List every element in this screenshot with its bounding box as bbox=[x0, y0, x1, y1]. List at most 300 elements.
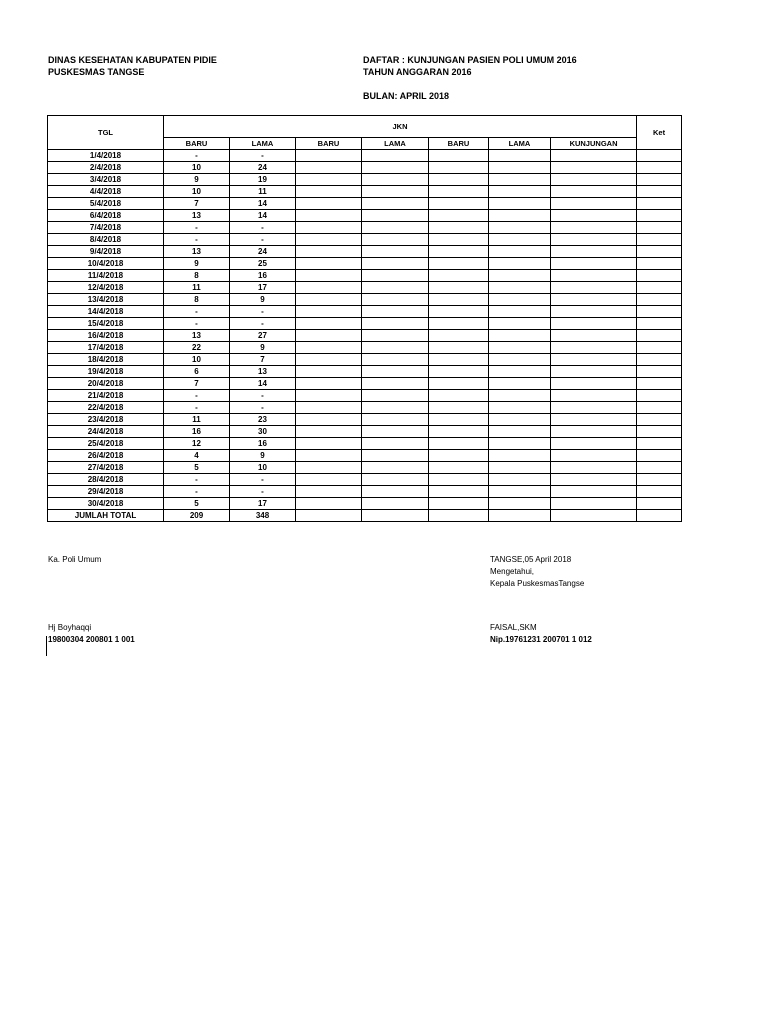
empty-cell bbox=[296, 294, 362, 306]
jkn-lama-cell: 24 bbox=[230, 162, 296, 174]
tgl-cell: 16/4/2018 bbox=[48, 330, 164, 342]
empty-cell bbox=[429, 174, 489, 186]
jkn-baru-cell: 7 bbox=[164, 198, 230, 210]
org-unit: PUSKESMAS TANGSE bbox=[48, 67, 145, 77]
empty-cell bbox=[296, 390, 362, 402]
empty-cell bbox=[362, 258, 429, 270]
ket-cell bbox=[637, 330, 682, 342]
empty-cell bbox=[296, 378, 362, 390]
table-row bbox=[48, 318, 682, 330]
ket-cell bbox=[637, 174, 682, 186]
empty-cell bbox=[362, 198, 429, 210]
tgl-cell: 19/4/2018 bbox=[48, 366, 164, 378]
tgl-cell: 17/4/2018 bbox=[48, 342, 164, 354]
empty-cell bbox=[429, 354, 489, 366]
empty-cell bbox=[489, 150, 551, 162]
empty-cell bbox=[489, 234, 551, 246]
empty-cell bbox=[296, 258, 362, 270]
ket-cell bbox=[637, 210, 682, 222]
empty-cell bbox=[489, 330, 551, 342]
subheader-kunjungan: KUNJUNGAN bbox=[551, 137, 637, 149]
empty-cell bbox=[429, 402, 489, 414]
ket-cell bbox=[637, 426, 682, 438]
empty-cell bbox=[296, 318, 362, 330]
header-jkn: JKN bbox=[164, 116, 637, 138]
empty-cell bbox=[551, 366, 637, 378]
empty-cell bbox=[551, 474, 637, 486]
empty-cell bbox=[362, 390, 429, 402]
jkn-lama-cell: 17 bbox=[230, 282, 296, 294]
empty-cell bbox=[551, 150, 637, 162]
jkn-lama-cell: - bbox=[230, 150, 296, 162]
visit-table bbox=[47, 115, 682, 522]
ket-cell bbox=[637, 450, 682, 462]
empty-cell bbox=[551, 354, 637, 366]
table-row bbox=[48, 270, 682, 282]
table-row bbox=[48, 198, 682, 210]
tgl-cell: 29/4/2018 bbox=[48, 486, 164, 498]
empty-cell bbox=[362, 318, 429, 330]
table-row bbox=[48, 414, 682, 426]
jkn-baru-cell: - bbox=[164, 234, 230, 246]
empty-cell bbox=[489, 402, 551, 414]
empty-cell bbox=[429, 342, 489, 354]
jkn-baru-cell: - bbox=[164, 390, 230, 402]
table-row bbox=[48, 294, 682, 306]
tgl-cell: 1/4/2018 bbox=[48, 150, 164, 162]
empty-cell bbox=[296, 414, 362, 426]
table-row bbox=[48, 234, 682, 246]
jkn-lama-cell: 14 bbox=[230, 210, 296, 222]
ket-cell bbox=[637, 510, 682, 522]
total-lama: 348 bbox=[230, 510, 296, 522]
empty-cell bbox=[551, 174, 637, 186]
jkn-baru-cell: 10 bbox=[164, 354, 230, 366]
jkn-baru-cell: 10 bbox=[164, 162, 230, 174]
empty-cell bbox=[489, 186, 551, 198]
jkn-lama-cell: 30 bbox=[230, 426, 296, 438]
empty-cell bbox=[362, 186, 429, 198]
empty-cell bbox=[429, 378, 489, 390]
ket-cell bbox=[637, 354, 682, 366]
empty-cell bbox=[296, 174, 362, 186]
empty-cell bbox=[296, 354, 362, 366]
table-row bbox=[48, 306, 682, 318]
empty-cell bbox=[551, 462, 637, 474]
table-row bbox=[48, 498, 682, 510]
jkn-baru-cell: 13 bbox=[164, 210, 230, 222]
tgl-cell: 22/4/2018 bbox=[48, 402, 164, 414]
empty-cell bbox=[296, 426, 362, 438]
jkn-baru-cell: 5 bbox=[164, 498, 230, 510]
tgl-cell: 11/4/2018 bbox=[48, 270, 164, 282]
tgl-cell: 15/4/2018 bbox=[48, 318, 164, 330]
table-row bbox=[48, 378, 682, 390]
empty-cell bbox=[429, 414, 489, 426]
empty-cell bbox=[489, 366, 551, 378]
tgl-cell: 26/4/2018 bbox=[48, 450, 164, 462]
table-row bbox=[48, 426, 682, 438]
tgl-cell: 8/4/2018 bbox=[48, 234, 164, 246]
empty-cell bbox=[429, 246, 489, 258]
table-row bbox=[48, 438, 682, 450]
jkn-lama-cell: - bbox=[230, 306, 296, 318]
empty-cell bbox=[429, 186, 489, 198]
ket-cell bbox=[637, 342, 682, 354]
empty-cell bbox=[551, 246, 637, 258]
empty-cell bbox=[362, 474, 429, 486]
jkn-lama-cell: 7 bbox=[230, 354, 296, 366]
jkn-lama-cell: 13 bbox=[230, 366, 296, 378]
subheader-baru-2: BARU bbox=[296, 137, 362, 149]
ket-cell bbox=[637, 234, 682, 246]
empty-cell bbox=[551, 198, 637, 210]
table-row bbox=[48, 474, 682, 486]
jkn-baru-cell: 11 bbox=[164, 282, 230, 294]
left-signer-name: Hj Boyhaqqi bbox=[48, 623, 92, 632]
empty-cell bbox=[489, 450, 551, 462]
empty-cell bbox=[429, 474, 489, 486]
jkn-lama-cell: 16 bbox=[230, 270, 296, 282]
empty-cell bbox=[551, 186, 637, 198]
tgl-cell: 12/4/2018 bbox=[48, 282, 164, 294]
empty-cell bbox=[489, 294, 551, 306]
table-row bbox=[48, 258, 682, 270]
tgl-cell: 5/4/2018 bbox=[48, 198, 164, 210]
empty-cell bbox=[551, 210, 637, 222]
ket-cell bbox=[637, 414, 682, 426]
empty-cell bbox=[296, 330, 362, 342]
empty-cell bbox=[362, 510, 429, 522]
jkn-lama-cell: 9 bbox=[230, 342, 296, 354]
empty-cell bbox=[362, 438, 429, 450]
ket-cell bbox=[637, 270, 682, 282]
empty-cell bbox=[296, 162, 362, 174]
empty-cell bbox=[429, 486, 489, 498]
empty-cell bbox=[489, 510, 551, 522]
tgl-cell: 23/4/2018 bbox=[48, 414, 164, 426]
ket-cell bbox=[637, 318, 682, 330]
empty-cell bbox=[296, 222, 362, 234]
empty-cell bbox=[551, 438, 637, 450]
empty-cell bbox=[429, 162, 489, 174]
left-signer-title: Ka. Poli Umum bbox=[48, 555, 102, 564]
empty-cell bbox=[362, 402, 429, 414]
ket-cell bbox=[637, 390, 682, 402]
empty-cell bbox=[296, 510, 362, 522]
empty-cell bbox=[296, 306, 362, 318]
empty-cell bbox=[296, 198, 362, 210]
jkn-lama-cell: 14 bbox=[230, 378, 296, 390]
empty-cell bbox=[429, 462, 489, 474]
table-row bbox=[48, 354, 682, 366]
jkn-lama-cell: 27 bbox=[230, 330, 296, 342]
empty-cell bbox=[429, 210, 489, 222]
jkn-lama-cell: - bbox=[230, 474, 296, 486]
empty-cell bbox=[429, 222, 489, 234]
empty-cell bbox=[551, 306, 637, 318]
empty-cell bbox=[429, 270, 489, 282]
table-body bbox=[48, 150, 682, 522]
ket-cell bbox=[637, 258, 682, 270]
jkn-baru-cell: 5 bbox=[164, 462, 230, 474]
table-row bbox=[48, 282, 682, 294]
empty-cell bbox=[429, 366, 489, 378]
jkn-baru-cell: 13 bbox=[164, 330, 230, 342]
table-row bbox=[48, 210, 682, 222]
ket-cell bbox=[637, 366, 682, 378]
ket-cell bbox=[637, 378, 682, 390]
empty-cell bbox=[429, 426, 489, 438]
empty-cell bbox=[489, 498, 551, 510]
jkn-baru-cell: 13 bbox=[164, 246, 230, 258]
table-row bbox=[48, 162, 682, 174]
empty-cell bbox=[551, 342, 637, 354]
empty-cell bbox=[489, 390, 551, 402]
empty-cell bbox=[362, 246, 429, 258]
empty-cell bbox=[362, 234, 429, 246]
empty-cell bbox=[296, 210, 362, 222]
empty-cell bbox=[362, 162, 429, 174]
empty-cell bbox=[429, 282, 489, 294]
jkn-lama-cell: - bbox=[230, 234, 296, 246]
empty-cell bbox=[362, 282, 429, 294]
subheader-lama-2: LAMA bbox=[362, 137, 429, 149]
jkn-lama-cell: 11 bbox=[230, 186, 296, 198]
jkn-lama-cell: 19 bbox=[230, 174, 296, 186]
empty-cell bbox=[489, 318, 551, 330]
jkn-baru-cell: 12 bbox=[164, 438, 230, 450]
jkn-baru-cell: - bbox=[164, 222, 230, 234]
empty-cell bbox=[362, 270, 429, 282]
ket-cell bbox=[637, 462, 682, 474]
empty-cell bbox=[489, 174, 551, 186]
empty-cell bbox=[429, 390, 489, 402]
empty-cell bbox=[362, 378, 429, 390]
jkn-baru-cell: - bbox=[164, 306, 230, 318]
jkn-baru-cell: 9 bbox=[164, 258, 230, 270]
jkn-lama-cell: - bbox=[230, 318, 296, 330]
right-signer-title: Kepala PuskesmasTangse bbox=[490, 579, 585, 588]
empty-cell bbox=[429, 330, 489, 342]
jkn-baru-cell: - bbox=[164, 318, 230, 330]
empty-cell bbox=[489, 354, 551, 366]
empty-cell bbox=[429, 198, 489, 210]
header-tgl: TGL bbox=[48, 116, 164, 150]
empty-cell bbox=[551, 330, 637, 342]
jkn-lama-cell: 16 bbox=[230, 438, 296, 450]
place-date: TANGSE,05 April 2018 bbox=[490, 555, 572, 564]
jkn-lama-cell: 23 bbox=[230, 414, 296, 426]
table-row bbox=[48, 390, 682, 402]
empty-cell bbox=[362, 222, 429, 234]
empty-cell bbox=[296, 402, 362, 414]
empty-cell bbox=[489, 474, 551, 486]
table-row bbox=[48, 342, 682, 354]
empty-cell bbox=[429, 234, 489, 246]
empty-cell bbox=[362, 498, 429, 510]
empty-cell bbox=[429, 510, 489, 522]
table-row bbox=[48, 486, 682, 498]
tgl-cell: 14/4/2018 bbox=[48, 306, 164, 318]
empty-cell bbox=[489, 282, 551, 294]
empty-cell bbox=[551, 378, 637, 390]
table-row bbox=[48, 330, 682, 342]
ket-cell bbox=[637, 246, 682, 258]
empty-cell bbox=[551, 162, 637, 174]
jkn-baru-cell: - bbox=[164, 150, 230, 162]
jkn-lama-cell: - bbox=[230, 486, 296, 498]
empty-cell bbox=[296, 234, 362, 246]
total-baru: 209 bbox=[164, 510, 230, 522]
table-row bbox=[48, 186, 682, 198]
jkn-lama-cell: 17 bbox=[230, 498, 296, 510]
tgl-cell: 20/4/2018 bbox=[48, 378, 164, 390]
empty-cell bbox=[551, 282, 637, 294]
empty-cell bbox=[362, 414, 429, 426]
empty-cell bbox=[429, 294, 489, 306]
empty-cell bbox=[296, 498, 362, 510]
empty-cell bbox=[429, 150, 489, 162]
empty-cell bbox=[429, 258, 489, 270]
jkn-lama-cell: 9 bbox=[230, 294, 296, 306]
empty-cell bbox=[296, 438, 362, 450]
jkn-baru-cell: 4 bbox=[164, 450, 230, 462]
subheader-baru-3: BARU bbox=[429, 137, 489, 149]
right-signer-name: FAISAL,SKM bbox=[490, 623, 537, 632]
ket-cell bbox=[637, 498, 682, 510]
empty-cell bbox=[551, 414, 637, 426]
empty-cell bbox=[551, 426, 637, 438]
ket-cell bbox=[637, 186, 682, 198]
ket-cell bbox=[637, 162, 682, 174]
jkn-baru-cell: 8 bbox=[164, 294, 230, 306]
empty-cell bbox=[362, 150, 429, 162]
tgl-cell: 3/4/2018 bbox=[48, 174, 164, 186]
table-row bbox=[48, 450, 682, 462]
total-row bbox=[48, 510, 682, 522]
empty-cell bbox=[362, 306, 429, 318]
empty-cell bbox=[362, 210, 429, 222]
empty-cell bbox=[551, 222, 637, 234]
empty-cell bbox=[489, 270, 551, 282]
empty-cell bbox=[489, 246, 551, 258]
org-name: DINAS KESEHATAN KABUPATEN PIDIE bbox=[48, 55, 217, 65]
budget-year: TAHUN ANGGARAN 2016 bbox=[363, 67, 472, 77]
subheader-baru-1: BARU bbox=[164, 137, 230, 149]
jkn-lama-cell: 9 bbox=[230, 450, 296, 462]
empty-cell bbox=[551, 234, 637, 246]
tgl-cell: 6/4/2018 bbox=[48, 210, 164, 222]
empty-cell bbox=[489, 414, 551, 426]
empty-cell bbox=[489, 438, 551, 450]
empty-cell bbox=[296, 186, 362, 198]
empty-cell bbox=[429, 498, 489, 510]
empty-cell bbox=[296, 282, 362, 294]
empty-cell bbox=[296, 270, 362, 282]
empty-cell bbox=[429, 438, 489, 450]
jkn-baru-cell: 6 bbox=[164, 366, 230, 378]
empty-cell bbox=[429, 318, 489, 330]
jkn-lama-cell: 25 bbox=[230, 258, 296, 270]
empty-cell bbox=[362, 366, 429, 378]
empty-cell bbox=[296, 474, 362, 486]
empty-cell bbox=[551, 510, 637, 522]
empty-cell bbox=[296, 462, 362, 474]
ket-cell bbox=[637, 486, 682, 498]
jkn-baru-cell: - bbox=[164, 402, 230, 414]
jkn-lama-cell: - bbox=[230, 390, 296, 402]
jkn-lama-cell: - bbox=[230, 222, 296, 234]
jkn-baru-cell: - bbox=[164, 486, 230, 498]
empty-cell bbox=[489, 486, 551, 498]
tgl-cell: 9/4/2018 bbox=[48, 246, 164, 258]
ket-cell bbox=[637, 306, 682, 318]
empty-cell bbox=[489, 462, 551, 474]
ket-cell bbox=[637, 294, 682, 306]
jkn-lama-cell: 24 bbox=[230, 246, 296, 258]
empty-cell bbox=[489, 378, 551, 390]
subheader-lama-3: LAMA bbox=[489, 137, 551, 149]
empty-cell bbox=[362, 450, 429, 462]
tgl-cell: 7/4/2018 bbox=[48, 222, 164, 234]
empty-cell bbox=[362, 342, 429, 354]
jkn-lama-cell: 14 bbox=[230, 198, 296, 210]
header-ket: Ket bbox=[637, 116, 682, 150]
text-cursor bbox=[46, 636, 47, 656]
empty-cell bbox=[429, 450, 489, 462]
ket-cell bbox=[637, 474, 682, 486]
tgl-cell: 4/4/2018 bbox=[48, 186, 164, 198]
empty-cell bbox=[489, 258, 551, 270]
empty-cell bbox=[429, 306, 489, 318]
ket-cell bbox=[637, 438, 682, 450]
empty-cell bbox=[489, 162, 551, 174]
ket-cell bbox=[637, 402, 682, 414]
empty-cell bbox=[296, 342, 362, 354]
empty-cell bbox=[296, 366, 362, 378]
total-label: JUMLAH TOTAL bbox=[48, 510, 164, 522]
tgl-cell: 27/4/2018 bbox=[48, 462, 164, 474]
tgl-cell: 2/4/2018 bbox=[48, 162, 164, 174]
jkn-baru-cell: 8 bbox=[164, 270, 230, 282]
table-row bbox=[48, 366, 682, 378]
jkn-baru-cell: 9 bbox=[164, 174, 230, 186]
empty-cell bbox=[362, 426, 429, 438]
empty-cell bbox=[489, 342, 551, 354]
empty-cell bbox=[489, 426, 551, 438]
tgl-cell: 13/4/2018 bbox=[48, 294, 164, 306]
jkn-lama-cell: - bbox=[230, 402, 296, 414]
tgl-cell: 25/4/2018 bbox=[48, 438, 164, 450]
empty-cell bbox=[551, 270, 637, 282]
empty-cell bbox=[489, 306, 551, 318]
empty-cell bbox=[489, 198, 551, 210]
tgl-cell: 21/4/2018 bbox=[48, 390, 164, 402]
tgl-cell: 18/4/2018 bbox=[48, 354, 164, 366]
ket-cell bbox=[637, 282, 682, 294]
empty-cell bbox=[362, 462, 429, 474]
empty-cell bbox=[296, 450, 362, 462]
report-month: BULAN: APRIL 2018 bbox=[363, 91, 450, 101]
jkn-baru-cell: 10 bbox=[164, 186, 230, 198]
empty-cell bbox=[489, 210, 551, 222]
document-title: DAFTAR : KUNJUNGAN PASIEN POLI UMUM 2016 bbox=[363, 55, 577, 65]
table-row bbox=[48, 402, 682, 414]
empty-cell bbox=[362, 330, 429, 342]
empty-cell bbox=[551, 318, 637, 330]
ket-cell bbox=[637, 222, 682, 234]
